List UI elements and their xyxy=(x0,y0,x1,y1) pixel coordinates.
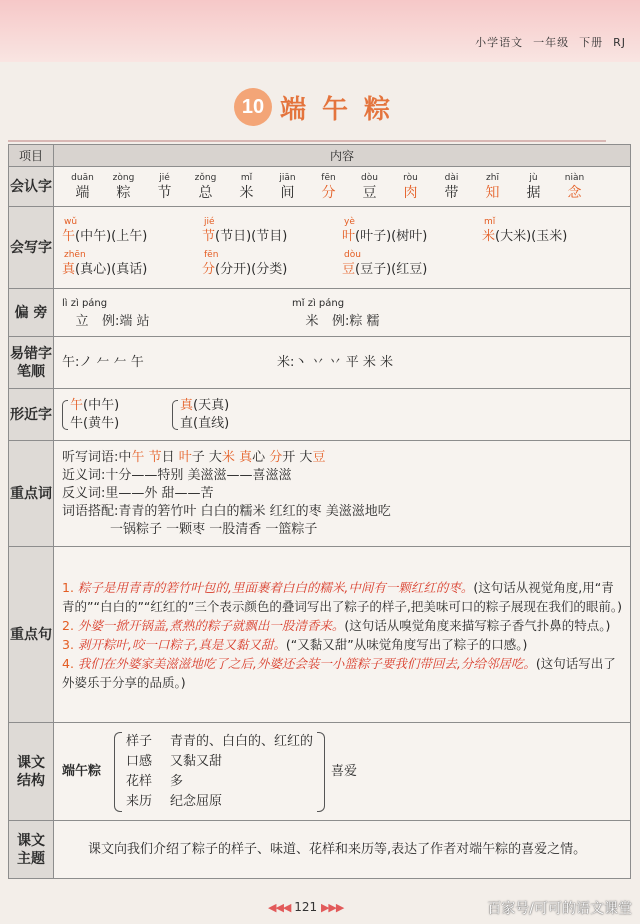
sentence-3 xyxy=(62,635,622,654)
write-words xyxy=(342,228,482,246)
recognize-char xyxy=(308,172,349,202)
pinyin: fēn xyxy=(321,172,336,183)
pinyin: jié xyxy=(204,216,215,227)
similar-content xyxy=(54,389,631,441)
sentences-content xyxy=(54,547,631,723)
row-theme xyxy=(9,821,631,879)
row-write xyxy=(9,207,631,289)
row-label-text: 易错字笔顺 xyxy=(10,345,52,380)
word-example: (中午) xyxy=(83,397,120,413)
book-edition: RJ xyxy=(613,36,626,49)
recognize-char xyxy=(267,172,308,202)
write-char-group xyxy=(202,250,342,279)
radical-pinyin: lì zì páng xyxy=(62,297,108,309)
sentence-note: (这句话从视觉角度,用“青青的”“白白的”“红红的”三个表示颜色的叠词写出了粽子的样子,把美味可口的粽子展现在我们的眼前。) xyxy=(62,579,622,614)
sentence-note: (这句话写出了外婆乐于分享的品质。) xyxy=(62,655,616,690)
recognize-char xyxy=(554,172,595,202)
pinyin: zòng xyxy=(112,172,135,183)
write-char-group xyxy=(342,250,482,279)
header-content: 内容 xyxy=(54,145,631,167)
sentence-quote: 我们在外婆家美滋滋地吃了之后,外婆还会装一小篮粽子要我们带回去,分给邻居吃。 xyxy=(77,655,536,671)
header-item: 项目 xyxy=(9,145,54,167)
pinyin: duān xyxy=(71,172,94,183)
row-label xyxy=(9,337,54,389)
word-examples: (中午)(上午) xyxy=(75,228,148,244)
structure-root: 端午粽 xyxy=(62,763,102,779)
prev-arrows-icon: ◀◀◀ xyxy=(268,901,291,914)
sentence-4 xyxy=(62,654,622,692)
book-grade: 一年级 xyxy=(533,36,570,49)
dictation-char: 大 xyxy=(208,449,222,465)
hanzi: 米 xyxy=(239,184,254,201)
stroke-order-mi: 米:丶 丷 丷 平 米 米 xyxy=(277,354,394,370)
structure-value: 多 xyxy=(170,773,184,789)
watermark: 百家号/可可的语文课堂 xyxy=(487,901,632,917)
hanzi: 肉 xyxy=(403,184,418,201)
radical-example: 例:粽 糯 xyxy=(332,313,380,329)
hanzi: 念 xyxy=(567,184,582,201)
hanzi: 分 xyxy=(202,261,216,277)
sentence-note: (这句话从嗅觉角度来描写粽子香气扑鼻的特点。) xyxy=(344,617,611,633)
similar-group xyxy=(62,397,172,433)
recognize-char xyxy=(144,172,185,202)
structure-value: 纪念屈原 xyxy=(170,793,223,809)
radical-content xyxy=(54,289,631,337)
hanzi: 叶 xyxy=(342,228,356,244)
structure-content xyxy=(54,723,631,821)
recognize-content xyxy=(54,167,631,207)
synonyms: 近义词:十分——特别 美滋滋——喜滋滋 xyxy=(62,467,292,483)
row-label-text: 课文结构 xyxy=(17,754,45,789)
hanzi: 真 xyxy=(62,261,76,277)
left-brace xyxy=(114,732,122,812)
words-content xyxy=(54,441,631,547)
write-char-group xyxy=(62,217,202,246)
recognize-char xyxy=(349,172,390,202)
hanzi: 午 xyxy=(62,228,76,244)
recognize-char xyxy=(185,172,226,202)
word-examples: (真心)(真话) xyxy=(75,261,148,277)
word-examples: (分开)(分类) xyxy=(215,261,288,277)
hanzi: 带 xyxy=(444,184,459,201)
write-content xyxy=(54,207,631,289)
structure-item xyxy=(126,732,313,752)
dictation-char: 子 xyxy=(191,449,205,465)
pinyin: dòu xyxy=(344,249,361,260)
book-subject: 小学语文 xyxy=(475,36,524,49)
structure-item xyxy=(126,752,313,772)
structure-diagram xyxy=(62,732,622,812)
word-examples: (大米)(玉米) xyxy=(495,228,568,244)
dictation-char: 节 xyxy=(148,449,162,465)
row-structure xyxy=(9,723,631,821)
table-header-row xyxy=(9,145,631,167)
radical-pinyin: mǐ zì páng xyxy=(292,297,345,309)
row-label xyxy=(9,723,54,821)
dictation-char: 真 xyxy=(239,449,253,465)
word-example: (直线) xyxy=(193,415,230,431)
pinyin: fēn xyxy=(204,249,219,260)
pinyin: mǐ xyxy=(484,216,496,227)
similar-group xyxy=(172,397,282,433)
row-label: 偏 旁 xyxy=(9,289,54,337)
recognize-char xyxy=(103,172,144,202)
radical-line xyxy=(62,313,292,331)
row-label: 重点词 xyxy=(9,441,54,547)
write-words xyxy=(62,261,202,279)
stroke-content xyxy=(54,337,631,389)
antonyms: 反义词:里——外 甜——苦 xyxy=(62,485,214,501)
theme-text: 课文向我们介绍了粽子的样子、味道、花样和来历等,表达了作者对端午粽的喜爱之情。 xyxy=(88,841,587,857)
structure-item xyxy=(126,772,313,792)
hanzi: 豆 xyxy=(362,184,377,201)
structure-result: 喜爱 xyxy=(331,763,358,779)
radical-items xyxy=(62,295,622,331)
word-example: (天真) xyxy=(193,397,230,413)
row-stroke xyxy=(9,337,631,389)
pinyin: dài xyxy=(444,172,459,183)
dictation-label: 听写词语: xyxy=(62,449,119,465)
write-words xyxy=(342,261,482,279)
dictation-char: 豆 xyxy=(312,449,326,465)
divider xyxy=(8,140,606,142)
radical-item xyxy=(62,295,292,331)
row-radical xyxy=(9,289,631,337)
row-label: 形近字 xyxy=(9,389,54,441)
pinyin: mǐ xyxy=(240,172,253,183)
hanzi: 午 xyxy=(70,397,84,413)
right-brace xyxy=(317,732,325,812)
similar-line xyxy=(180,397,229,415)
dictation-words xyxy=(62,449,622,467)
pinyin: zhī xyxy=(486,172,499,183)
recognize-char xyxy=(513,172,554,202)
hanzi: 节 xyxy=(202,228,216,244)
radical-glyph: 米 xyxy=(305,313,319,329)
lesson-title: 端午粽 xyxy=(279,94,406,125)
dictation-char: 开 xyxy=(282,449,296,465)
hanzi: 间 xyxy=(280,184,295,201)
structure-items xyxy=(126,732,313,812)
recognize-char xyxy=(472,172,513,202)
word-example: (黄牛) xyxy=(83,415,120,431)
radical-example: 例:端 站 xyxy=(102,313,150,329)
write-words xyxy=(482,228,622,246)
sentence-number: 3. xyxy=(62,636,74,652)
pinyin: zhēn xyxy=(64,249,86,260)
pinyin: wǔ xyxy=(64,216,78,227)
hanzi: 粽 xyxy=(116,184,131,201)
dictation-char: 心 xyxy=(252,449,266,465)
word-examples: (豆子)(红豆) xyxy=(355,261,428,277)
similar-line xyxy=(70,397,119,415)
radical-item xyxy=(292,295,522,331)
dictation-char: 大 xyxy=(299,449,313,465)
sentence-2 xyxy=(62,616,622,635)
structure-key: 来历 xyxy=(126,793,153,809)
structure-value: 又黏又甜 xyxy=(170,753,223,769)
lesson-number-badge: 10 xyxy=(234,88,272,126)
pinyin: jù xyxy=(529,172,538,183)
dictation-char: 米 xyxy=(221,449,235,465)
hanzi: 端 xyxy=(75,184,90,201)
collocations: 词语搭配:青青的箬竹叶 白白的糯米 红红的枣 美滋滋地吃 xyxy=(62,503,391,519)
theme-content xyxy=(54,821,631,879)
page-number-text: 121 xyxy=(294,900,318,914)
hanzi: 总 xyxy=(198,184,213,201)
radical-glyph: 立 xyxy=(75,313,89,329)
hanzi: 真 xyxy=(180,397,194,413)
structure-key: 口感 xyxy=(126,753,153,769)
stroke-order-wu: 午:ノ 𠂉 𠂉 午 xyxy=(62,354,144,370)
hanzi: 豆 xyxy=(342,261,356,277)
row-label: 重点句 xyxy=(9,547,54,723)
structure-key: 样子 xyxy=(126,733,153,749)
word-examples: (节日)(节目) xyxy=(215,228,288,244)
radical-line xyxy=(292,313,522,331)
pinyin: yè xyxy=(344,216,355,227)
hanzi: 据 xyxy=(526,184,541,201)
row-recognize xyxy=(9,167,631,207)
sentence-number: 2. xyxy=(62,617,74,633)
lesson-summary-table xyxy=(8,144,631,879)
similar-line xyxy=(180,415,229,433)
row-similar xyxy=(9,389,631,441)
write-words xyxy=(202,261,342,279)
sentence-quote: 剥开粽叶,咬一口粽子,真是又黏又甜。 xyxy=(77,636,286,652)
sentence-note: (“又黏又甜”从味觉角度写出了粽子的口感。) xyxy=(285,636,528,652)
structure-value: 青青的、白白的、红红的 xyxy=(170,733,314,749)
row-sentences xyxy=(9,547,631,723)
dictation-char: 午 xyxy=(131,449,145,465)
page-number xyxy=(268,900,343,914)
recognize-char xyxy=(62,172,103,202)
row-label-text: 课文主题 xyxy=(17,832,45,867)
word-examples: (叶子)(树叶) xyxy=(355,228,428,244)
row-label: 会认字 xyxy=(9,167,54,207)
write-char-group xyxy=(342,217,482,246)
pinyin: dòu xyxy=(361,172,378,183)
write-char-group xyxy=(202,217,342,246)
similar-col xyxy=(180,397,229,433)
write-words xyxy=(202,228,342,246)
hanzi: 直 xyxy=(180,415,194,431)
sentence-number: 4. xyxy=(62,655,74,671)
sentence-quote: 外婆一掀开锅盖,煮熟的粽子就飘出一股清香来。 xyxy=(77,617,345,633)
recognize-chars xyxy=(62,172,622,202)
write-words xyxy=(62,228,202,246)
bracket xyxy=(172,400,178,430)
sentence-number: 1. xyxy=(62,579,74,595)
pinyin: niàn xyxy=(564,172,585,183)
similar-line xyxy=(70,415,119,433)
write-char-group xyxy=(482,217,622,246)
pinyin: zǒng xyxy=(194,172,217,183)
similar-col xyxy=(70,397,119,433)
dictation-word-list xyxy=(118,450,325,465)
pinyin: jié xyxy=(159,172,170,183)
structure-item xyxy=(126,792,313,812)
hanzi: 知 xyxy=(485,184,500,201)
lesson-heading xyxy=(0,88,640,126)
pinyin: jiān xyxy=(279,172,296,183)
write-line-2 xyxy=(62,250,622,279)
dictation-char: 日 xyxy=(161,449,175,465)
sentence-quote: 粽子是用青青的箬竹叶包的,里面裹着白白的糯米,中间有一颗红红的枣。 xyxy=(77,579,474,595)
pinyin: ròu xyxy=(403,172,418,183)
bracket xyxy=(62,400,68,430)
similar-pairs xyxy=(62,397,622,433)
page-footer xyxy=(0,892,640,924)
hanzi: 分 xyxy=(321,184,336,201)
next-arrows-icon: ▶▶▶ xyxy=(320,901,344,914)
collocations-2: 一锅粽子 一颗枣 一股清香 一篮粽子 xyxy=(110,521,318,537)
recognize-char xyxy=(431,172,472,202)
row-words xyxy=(9,441,631,547)
recognize-char xyxy=(226,172,267,202)
dictation-char: 叶 xyxy=(178,449,192,465)
recognize-char xyxy=(390,172,431,202)
hanzi: 米 xyxy=(482,228,496,244)
row-label: 会写字 xyxy=(9,207,54,289)
top-banner xyxy=(0,0,640,62)
sentence-1 xyxy=(62,578,622,616)
hanzi: 牛 xyxy=(70,415,84,431)
book-info xyxy=(465,34,626,50)
structure-key: 花样 xyxy=(126,773,153,789)
dictation-char: 分 xyxy=(269,449,283,465)
write-char-group xyxy=(62,250,202,279)
hanzi: 节 xyxy=(157,184,172,201)
book-volume: 下册 xyxy=(579,36,604,49)
row-label xyxy=(9,821,54,879)
dictation-char: 中 xyxy=(118,449,132,465)
write-line-1 xyxy=(62,217,622,246)
